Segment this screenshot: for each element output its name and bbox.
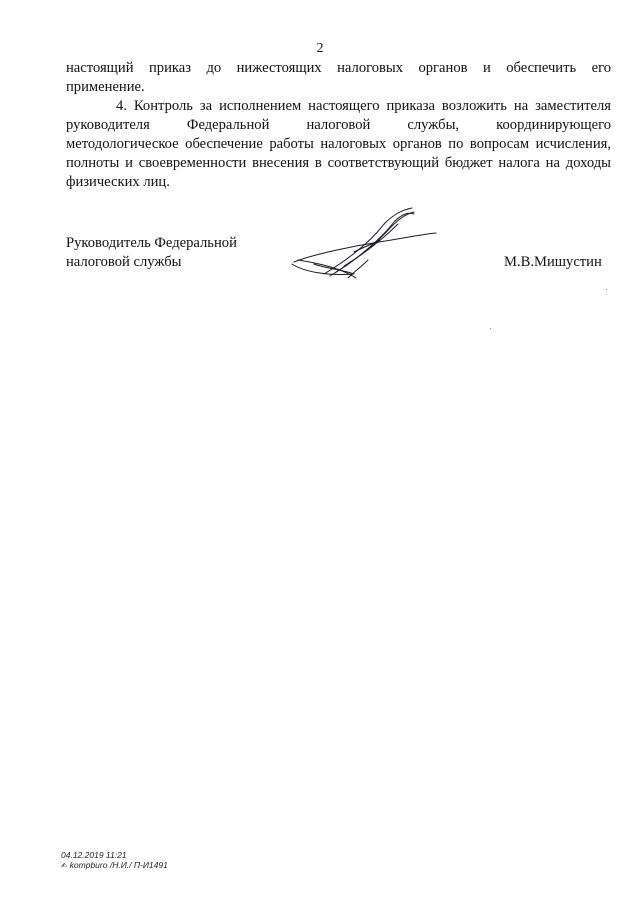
paragraph-continuation [66, 59, 611, 97]
page-number: 2 [316, 41, 324, 56]
footer-path-line [61, 860, 168, 871]
signatory-position-line: налоговой службы [66, 254, 182, 270]
document-icon: ✍ [61, 861, 68, 870]
signatory-position-line: Руководитель Федеральной [66, 235, 237, 251]
text-line: 4. Контроль за исполнением настоящего приказа возложить на заместителя [116, 98, 611, 114]
scan-speck [606, 289, 607, 290]
text-line: настоящий приказ до нижестоящих налоговых органов и обеспечить его [66, 60, 611, 76]
text-line: руководителя Федеральной налоговой службы, координирующего [66, 117, 611, 133]
document-footer [61, 850, 168, 871]
text-line: полноты и своевременности внесения в соответствующий бюджет налога на доходы [66, 155, 611, 171]
footer-timestamp: 04.12.2019 11:21 [61, 850, 127, 860]
paragraph-item-4 [66, 97, 611, 192]
scan-speck [490, 328, 491, 329]
handwritten-signature [284, 204, 440, 284]
document-body [66, 59, 611, 192]
footer-path: kompburo /Н.И./ П-И1491 [69, 860, 168, 870]
signatory-position [66, 234, 237, 272]
text-line: методологическое обеспечение работы налоговых органов по вопросам исчисления, [66, 136, 611, 152]
text-line: физических лиц. [66, 174, 170, 190]
signatory-name: М.В.Мишустин [504, 254, 602, 270]
text-line: применение. [66, 79, 145, 95]
